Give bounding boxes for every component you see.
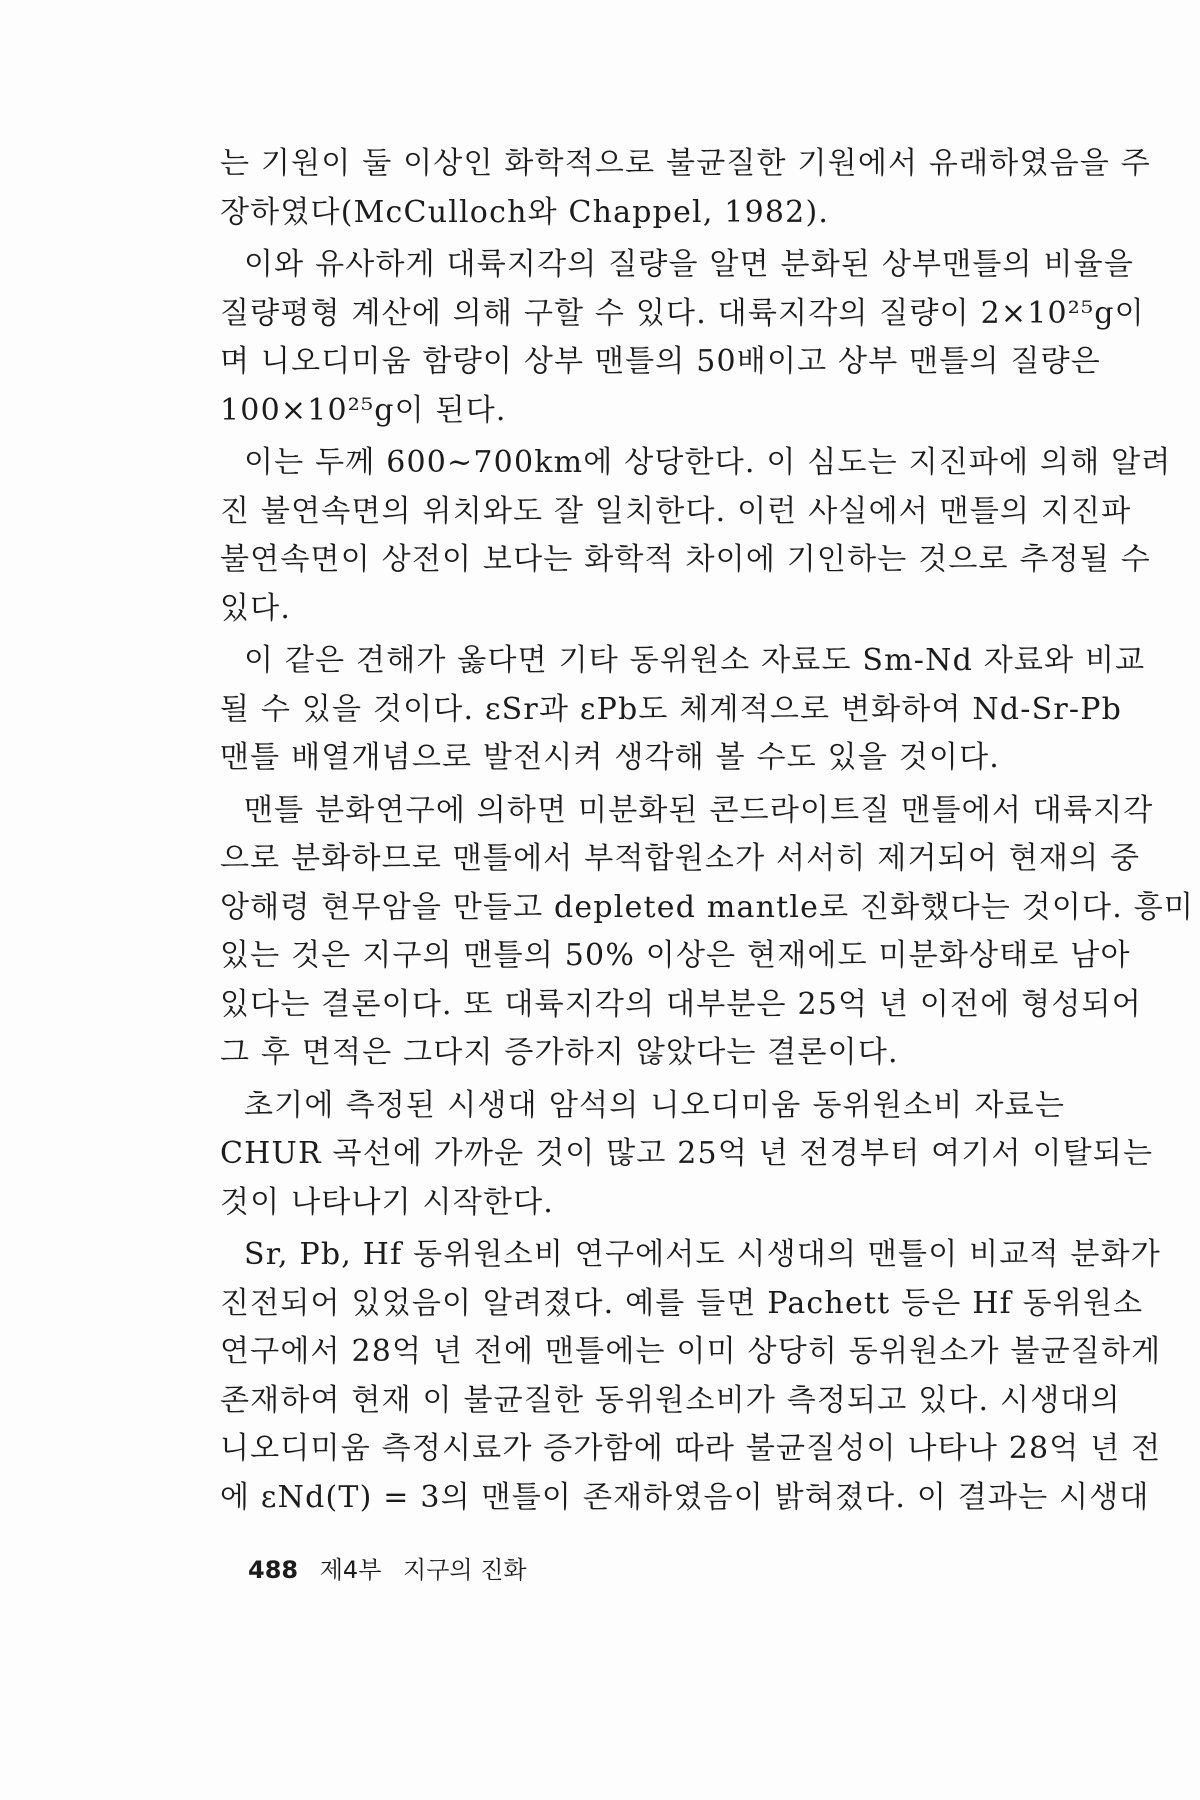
- text-line: CHUR 곡선에 가까운 것이 많고 25억 년 전경부터 여기서 이탈되는: [220, 1136, 1154, 1171]
- text-line: 연구에서 28억 년 전에 맨틀에는 이미 상당히 동위원소가 불균질하게: [220, 1334, 1162, 1369]
- text-line: 있는 것은 지구의 맨틀의 50% 이상은 현재에도 미분화상태로 남아: [220, 938, 1131, 973]
- text-line: 진 불연속면의 위치와도 잘 일치한다. 이런 사실에서 맨틀의 지진파: [220, 493, 1132, 529]
- text-line: 에 εNd(T) = 3의 맨틀이 존재하였음이 밝혀졌다. 이 결과는 시생대: [220, 1479, 1150, 1515]
- text-line: 맨틀 배열개념으로 발전시켜 생각해 볼 수도 있을 것이다.: [220, 740, 1001, 775]
- text-line: 이와 유사하게 대륙지각의 질량을 알면 분화된 상부맨틀의 비율을: [244, 247, 1135, 282]
- paragraph: [220, 439, 1172, 633]
- text-line: Sr, Pb, Hf 동위원소비 연구에서도 시생대의 맨틀이 비교적 분화가: [244, 1237, 1161, 1272]
- part-label: 제4부: [319, 1556, 382, 1584]
- text-line: 으로 분화하므로 맨틀에서 부적합원소가 서서히 제거되어 현재의 중: [220, 841, 1141, 876]
- text-line: 질량평형 계산에 의해 구할 수 있다. 대륙지각의 질량이 2×10²⁵g이: [220, 295, 1145, 331]
- text-line: 장하였다(McCulloch와 Chappel, 1982).: [220, 194, 830, 230]
- paragraph: [220, 637, 1146, 783]
- text-line: 이 같은 견해가 옳다면 기타 동위원소 자료도 Sm-Nd 자료와 비교: [244, 643, 1146, 678]
- paragraph: [220, 1231, 1162, 1522]
- paragraph: [220, 140, 1151, 237]
- paragraph: [220, 241, 1145, 435]
- text-line: 이는 두께 600~700km에 상당한다. 이 심도는 지진파에 의해 알려: [244, 445, 1172, 480]
- text-line: 는 기원이 둘 이상인 화학적으로 불균질한 기원에서 유래하였음을 주: [220, 146, 1151, 181]
- text-line: 될 수 있을 것이다. εSr과 εPb도 체계적으로 변화하여 Nd-Sr-Pb: [220, 691, 1123, 727]
- text-line: 불연속면이 상전이 보다는 화학적 차이에 기인하는 것으로 추정될 수: [220, 542, 1151, 577]
- text-line: 맨틀 분화연구에 의하면 미분화된 콘드라이트질 맨틀에서 대륙지각: [244, 792, 1154, 828]
- body-text: [220, 140, 1195, 1526]
- text-line: 진전되어 있었음이 알려졌다. 예를 들면 Pachett 등은 Hf 동위원소: [220, 1285, 1144, 1321]
- page-footer: [248, 1550, 527, 1585]
- text-line: 며 니오디미움 함량이 상부 맨틀의 50배이고 상부 맨틀의 질량은: [220, 344, 1101, 379]
- text-line: 100×10²⁵g이 된다.: [220, 392, 507, 428]
- text-line: 그 후 면적은 그다지 증가하지 않았다는 결론이다.: [220, 1035, 899, 1070]
- paragraph: [220, 1082, 1154, 1228]
- text-line: 있다.: [220, 590, 292, 626]
- text-line: 존재하여 현재 이 불균질한 동위원소비가 측정되고 있다. 시생대의: [220, 1382, 1121, 1418]
- paragraph: [220, 787, 1195, 1078]
- chapter-title: 지구의 진화: [403, 1556, 527, 1584]
- text-line: 있다는 결론이다. 또 대륙지각의 대부분은 25억 년 이전에 형성되어: [220, 986, 1142, 1022]
- text-line: 앙해령 현무암을 만들고 depleted mantle로 진화했다는 것이다. 흥미: [220, 889, 1195, 925]
- text-line: 것이 나타나기 시작한다.: [220, 1184, 555, 1220]
- text-line: 초기에 측정된 시생대 암석의 니오디미움 동위원소비 자료는: [244, 1087, 1065, 1123]
- page-number: 488: [248, 1556, 299, 1584]
- text-line: 니오디미움 측정시료가 증가함에 따라 불균질성이 나타나 28억 년 전: [220, 1431, 1162, 1466]
